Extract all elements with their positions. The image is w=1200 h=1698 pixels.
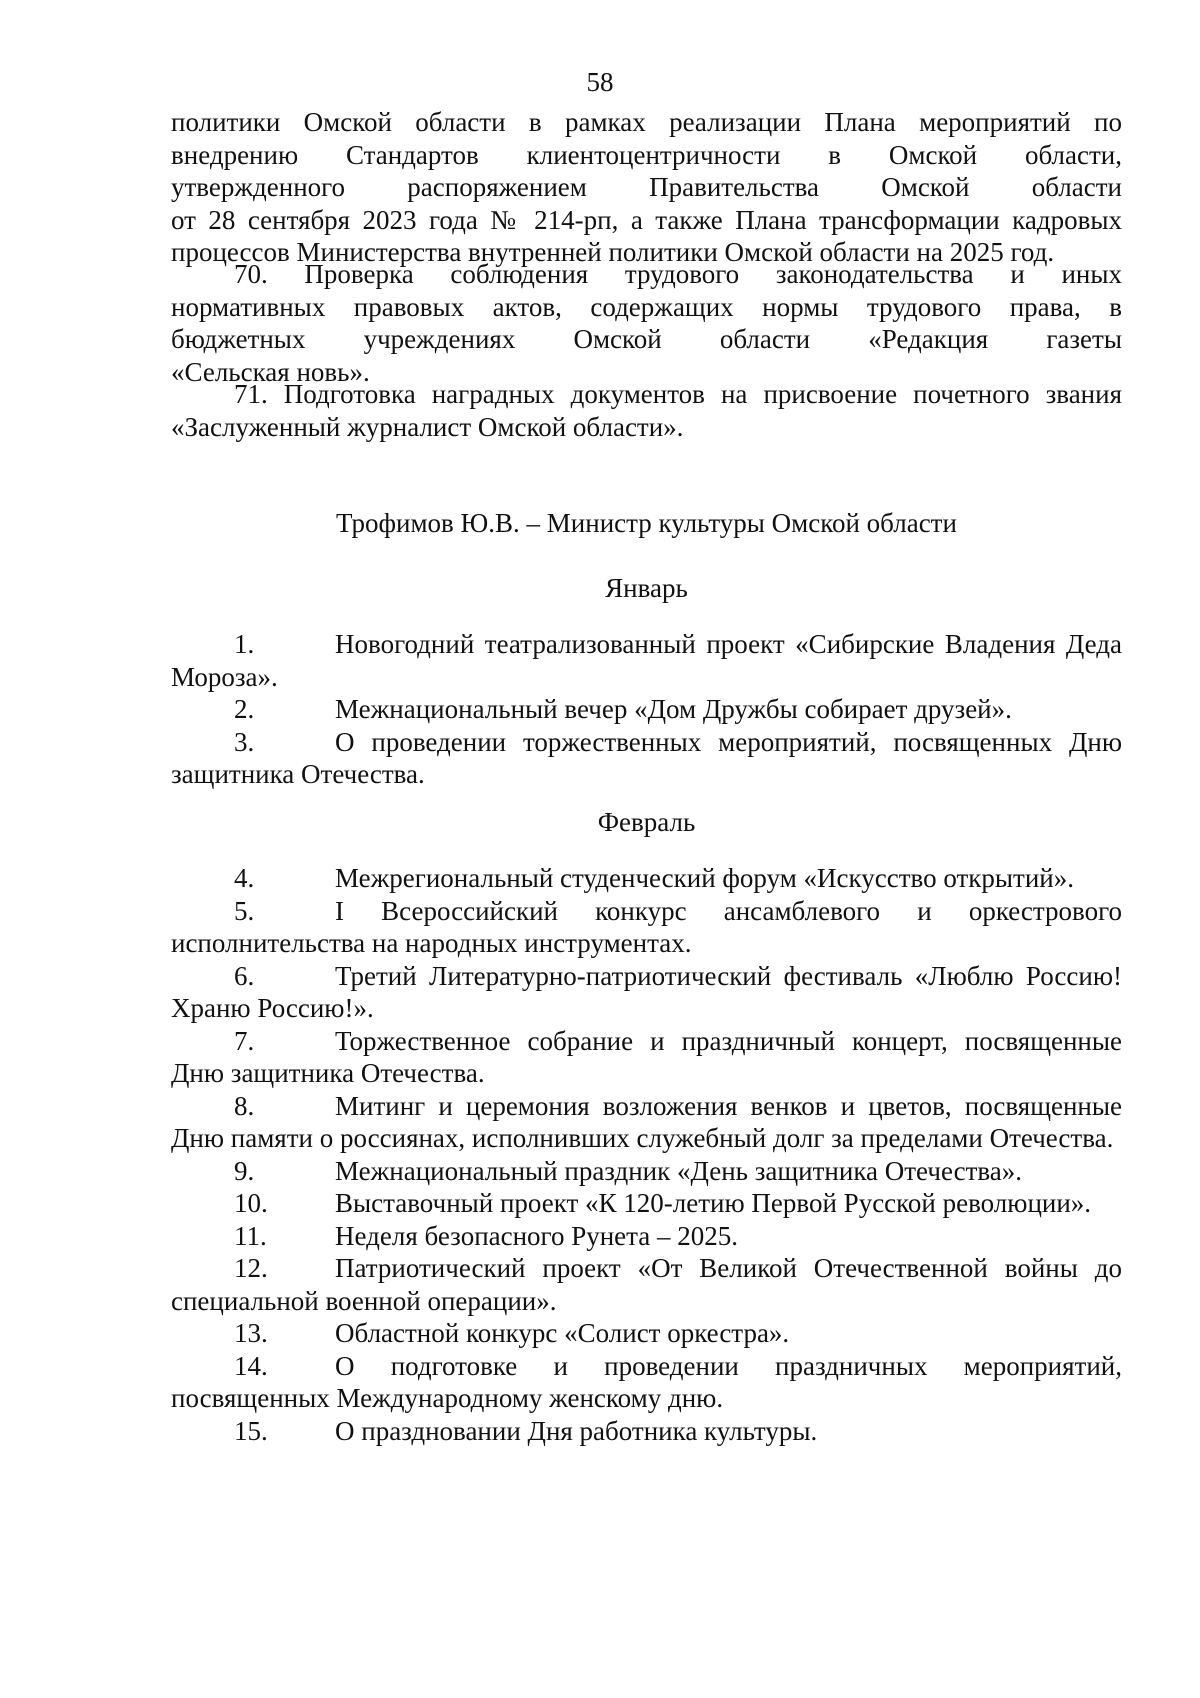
intro-line: от 28 сентября 2023 года № 214-рп, а также Плана трансформации кадровых: [171, 204, 1122, 235]
january-list: [171, 628, 1122, 791]
list-item: [171, 862, 1122, 895]
list-item: [171, 1350, 1122, 1415]
item-text: Областной конкурс «Солист оркестра».: [335, 1318, 790, 1348]
item-text: Патриотический проект «От Великой Отечественной войны до специальной военной операции».: [171, 1253, 1122, 1316]
list-item: [171, 1415, 1122, 1448]
item-number: 3.: [234, 726, 255, 757]
item-text: Новогодний театрализованный проект «Сибирские Владения Деда Мороза».: [171, 629, 1122, 692]
item-number: 14.: [234, 1350, 268, 1381]
item-71-line: 71. Подготовка наградных документов на присвоение почетного звания: [234, 379, 1122, 409]
list-item: [171, 1317, 1122, 1350]
item-number: 11.: [234, 1220, 267, 1251]
list-item: [171, 1187, 1122, 1220]
item-number: 2.: [234, 694, 255, 724]
item-text: Выставочный проект «К 120-летию Первой Русской революции».: [335, 1188, 1092, 1218]
list-item: [171, 1090, 1122, 1155]
item-number: 12.: [234, 1253, 268, 1283]
list-item: [171, 960, 1122, 1025]
list-item: [171, 726, 1122, 791]
february-list: [171, 862, 1122, 1447]
item-number: 13.: [234, 1318, 268, 1348]
item-71-paragraph: [171, 378, 1122, 443]
month-heading-january: Январь: [605, 573, 688, 603]
item-text: I Всероссийский конкурс ансамблевого и оркестрового исполнительства на народных инструментах.: [171, 895, 1122, 958]
list-item: [171, 693, 1122, 726]
item-70-line: бюджетных учреждениях Омской области «Редакция газеты: [171, 324, 1122, 354]
item-text: Межрегиональный студенческий форум «Искусство открытий».: [335, 863, 1074, 893]
item-70-line: 70. Проверка соблюдения трудового законодательства и иных: [234, 259, 1122, 289]
item-text: Межнациональный вечер «Дом Дружбы собирает друзей».: [335, 694, 1012, 724]
item-number: 6.: [234, 960, 255, 991]
list-item: [171, 1252, 1122, 1317]
intro-line: процессов Министерства внутренней политики Омской области на 2025 год.: [171, 237, 1055, 267]
item-number: 1.: [234, 629, 255, 659]
item-number: 15.: [234, 1415, 268, 1446]
list-item: [171, 895, 1122, 960]
list-item: [171, 1155, 1122, 1188]
item-number: 7.: [234, 1025, 255, 1056]
list-item: [171, 628, 1122, 693]
month-heading-february: Февраль: [597, 807, 696, 837]
item-number: 8.: [234, 1090, 255, 1121]
intro-line: политики Омской области в рамках реализации Плана мероприятий по: [171, 107, 1122, 137]
list-item: [171, 1220, 1122, 1253]
item-70-line: «Сельская новь».: [171, 356, 370, 387]
item-71-line: «Заслуженный журналист Омской области».: [171, 411, 684, 442]
intro-line: внедрению Стандартов клиентоцентричности в Омской области,: [171, 139, 1122, 170]
list-item: [171, 1025, 1122, 1090]
minister-heading: Трофимов Ю.В. – Министр культуры Омской области: [336, 508, 957, 538]
page-number: 58: [586, 67, 614, 97]
item-text: О праздновании Дня работника культуры.: [335, 1415, 818, 1446]
intro-paragraph: [171, 106, 1122, 269]
item-text: Митинг и церемония возложения венков и цветов, посвященные Дню памяти о россиянах, исполнивших служебный долг за пределами Отечества.: [171, 1090, 1122, 1153]
intro-line: утвержденного распоряжением Правительства Омской области: [171, 172, 1122, 202]
item-number: 4.: [234, 863, 255, 893]
item-text: О подготовке и проведении праздничных мероприятий, посвященных Международному женскому дню.: [171, 1350, 1122, 1413]
item-70-line: нормативных правовых актов, содержащих нормы трудового права, в: [171, 291, 1122, 322]
item-text: Третий Литературно-патриотический фестиваль «Люблю Россию! Храню Россию!».: [171, 960, 1122, 1023]
item-number: 5.: [234, 895, 255, 926]
item-number: 9.: [234, 1155, 255, 1186]
item-number: 10.: [234, 1188, 268, 1218]
item-text: Межнациональный праздник «День защитника Отечества».: [335, 1155, 1023, 1186]
item-70-paragraph: [171, 258, 1122, 388]
item-text: Неделя безопасного Рунета – 2025.: [335, 1220, 739, 1251]
item-text: Торжественное собрание и праздничный концерт, посвященные Дню защитника Отечества.: [171, 1025, 1122, 1088]
item-text: О проведении торжественных мероприятий, посвященных Дню защитника Отечества.: [171, 726, 1122, 789]
